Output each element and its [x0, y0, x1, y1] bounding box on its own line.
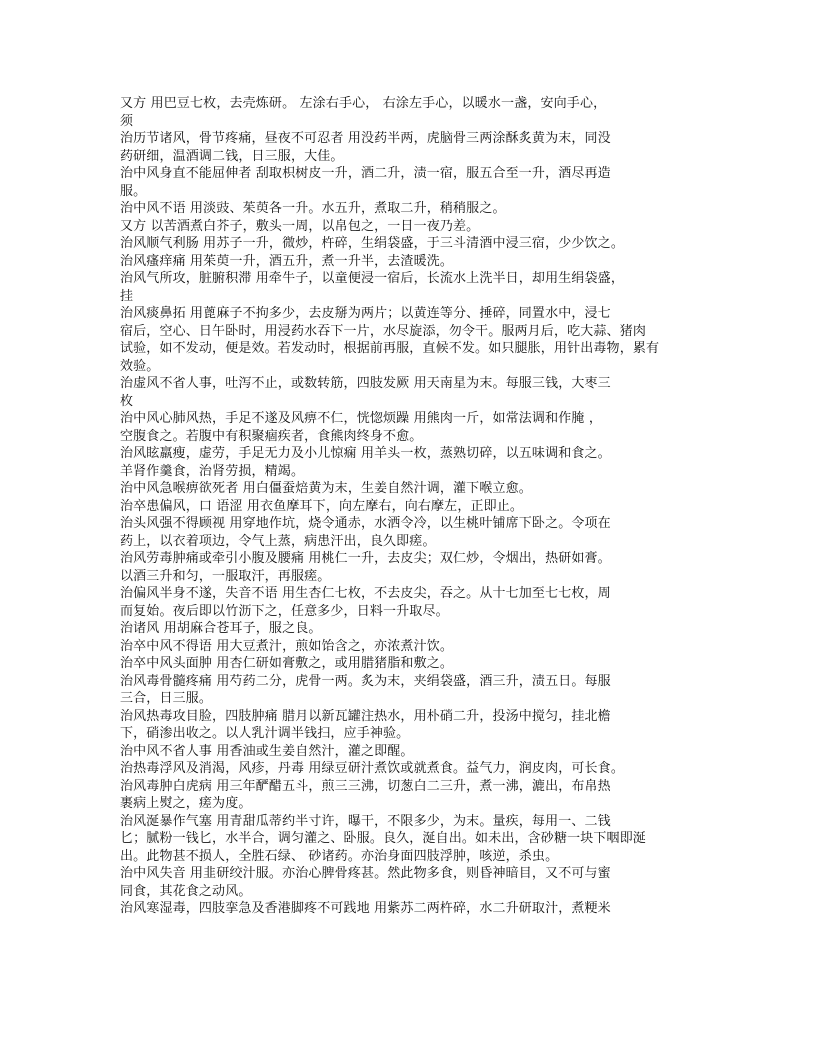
text-line: 治风涎暴作气塞 用青甜瓜蒂约半寸许，曝干，不限多少，为末。量疾，每用一、二钱 — [120, 813, 611, 829]
text-line: 又方 用巴豆七枚，去壳炼研。 左涂右手心， 右涂左手心，以暖水一盏，安向手心， — [120, 96, 607, 111]
text-line: 空腹食之。若腹中有积聚痼疾者，食熊肉终身不愈。 — [120, 428, 423, 444]
text-line: 下，硝渗出收之。以人乳汁调半钱扫，应手神验。 — [120, 726, 410, 741]
text-line: 治偏风半身不遂，失音不语 用生杏仁七枚，不去皮尖，吞之。从十七加至七七枚，周 — [120, 586, 611, 601]
text-line: 治卒患偏风，口 语涩 用衣鱼摩耳下，向左摩右，向右摩左，正即止。 — [120, 498, 524, 514]
text-line: 治中风身直不能屈伸者 刮取枳树皮一升，酒二升，渍一宿，服五合至一升，酒尽再造 — [120, 166, 611, 181]
text-line: 治中风急喉痹欲死者 用白僵蚕焙黄为末，生姜自然汁调，灌下喉立愈。 — [120, 481, 532, 496]
text-line: 三合，日三服。 — [120, 691, 213, 706]
text-line: 治虚风不省人事，吐泻不止，或数转筋，四肢发厥 用天南星为末。每服三钱，大枣三 — [120, 376, 611, 391]
text-line: 治头风强不得顾视 用穿地作坑，烧令通赤，水洒令冷，以生桃叶铺席下卧之。令项在 — [120, 516, 611, 531]
text-line: 治风劳毒肿痛或牵引小腹及腰痛 用桃仁一升，去皮尖；双仁炒，令烟出，热研如膏。 — [120, 551, 611, 566]
text-line: 治卒中风不得语 用大豆煮汁，煎如饴含之，亦浓煮汁饮。 — [120, 638, 454, 654]
text-line: 试验，如不发动，便是效。若发动时，根据前再服，直候不发。如只腿胀，用针出毒物，累有 — [120, 341, 660, 356]
text-line: 挂 — [120, 288, 134, 304]
text-line: 治风瘙痒痛 用茱萸一升，酒五升，煮一升半，去渣暖洗。 — [120, 253, 454, 269]
text-line: 羊肾作羹食，治肾劳损，精竭。 — [120, 463, 305, 479]
text-line: 治风寒湿毒，四肢挛急及香港脚疼不可践地 用紫苏二两杵碎，水二升研取汁，煮粳米 — [120, 901, 611, 916]
text-line: 裹病上熨之，瘥为度。 — [120, 796, 252, 811]
text-line: 治风热毒攻目脸，四肢肿痛 腊月以新瓦罐注热水，用朴硝二升，投汤中搅匀，挂北檐 — [120, 708, 611, 724]
text-line: 宿后，空心、日午卧时，用浸药水吞下一片，水尽旋添，勿令干。服两月后，吃大蒜、猪肉 — [120, 323, 647, 339]
text-line: 匕；腻粉一钱匕，水半合，调匀灌之、卧服。良久，涎自出。如未出，含砂糖一块下咽即涎 — [120, 831, 647, 846]
text-line: 以酒三升和匀，一服取汗，再服瘥。 — [120, 568, 331, 584]
text-line: 而复始。夜后即以竹沥下之，任意多少，日料一升取尽。 — [120, 603, 449, 619]
text-line: 治风顺气利肠 用苏子一升，微炒，杵碎，生绢袋盛，于三斗清酒中浸三宿，少少饮之。 — [120, 236, 624, 251]
text-line: 治风毒骨髓疼痛 用芍药二分，虎骨一两。炙为末，夹绢袋盛，酒三升，渍五日。每服 — [120, 673, 611, 689]
text-line: 治中风心肺风热，手足不遂及风痹不仁，恍惚烦躁 用熊肉一斤，如常法调和作腌 ， — [120, 411, 602, 426]
text-line: 治热毒浮风及消渴，风疹，丹毒 用绿豆研汁煮饮或就煮食。益气力，润皮肉，可长食。 — [120, 761, 624, 776]
text-line: 药上，以衣着项边，令气上蒸，病患汗出，良久即瘥。 — [120, 533, 436, 549]
text-line: 同食，其花食之动风。 — [120, 883, 252, 899]
text-line: 治风眩羸瘦，虚劳，手足无力及小儿惊痫 用羊头一枚，蒸熟切碎，以五味调和食之。 — [120, 446, 611, 461]
text-line: 治风痰鼻拓 用蓖麻子不拘多少，去皮掰为两片；以黄连等分、捶碎，同置水中，浸七 — [120, 306, 611, 321]
text-line: 治中风不语 用淡豉、茱萸各一升。水五升，煮取二升，稍稍服之。 — [120, 201, 506, 216]
text-line: 治卒中风头面肿 用杏仁研如膏敷之，或用腊猪脂和敷之。 — [120, 656, 454, 671]
text-line: 治中风不省人事 用香油或生姜自然汁，灌之即醒。 — [120, 743, 414, 759]
text-line: 治历节诸风，骨节疼痛，昼夜不可忍者 用没药半两，虎脑骨三两涂酥炙黄为末，同没 — [120, 131, 611, 146]
text-line: 须 — [120, 113, 134, 129]
text-line: 治诸风 用胡麻合苍耳子，服之良。 — [120, 621, 322, 636]
document-text-block — [120, 95, 720, 918]
text-line: 治风气所攻，脏腑积滞 用牵牛子，以童便浸一宿后，长流水上洗半日，却用生绢袋盛， — [120, 271, 624, 286]
text-line: 治风毒肿白虎病 用三年酽醋五斗，煎三三沸，切葱白二三升，煮一沸，漉出，布帛热 — [120, 778, 611, 794]
text-line: 出。此物甚不损人，全胜石绿、 砂诸药。亦治身面四肢浮肿，咳逆，杀虫。 — [120, 848, 559, 864]
text-line: 又方 以苦酒煮白芥子，敷头一周，以帛包之，一日一夜乃差。 — [120, 218, 480, 234]
text-line: 药研细，温酒调二钱，日三服，大佳。 — [120, 148, 344, 164]
text-line: 治中风失音 用韭研绞汁服。亦治心脾骨疼甚。然此物多食，则昏神暗目，又不可与蜜 — [120, 866, 611, 881]
text-line: 服。 — [120, 183, 147, 199]
text-line: 效验。 — [120, 358, 160, 374]
text-line: 枚 — [120, 393, 134, 409]
